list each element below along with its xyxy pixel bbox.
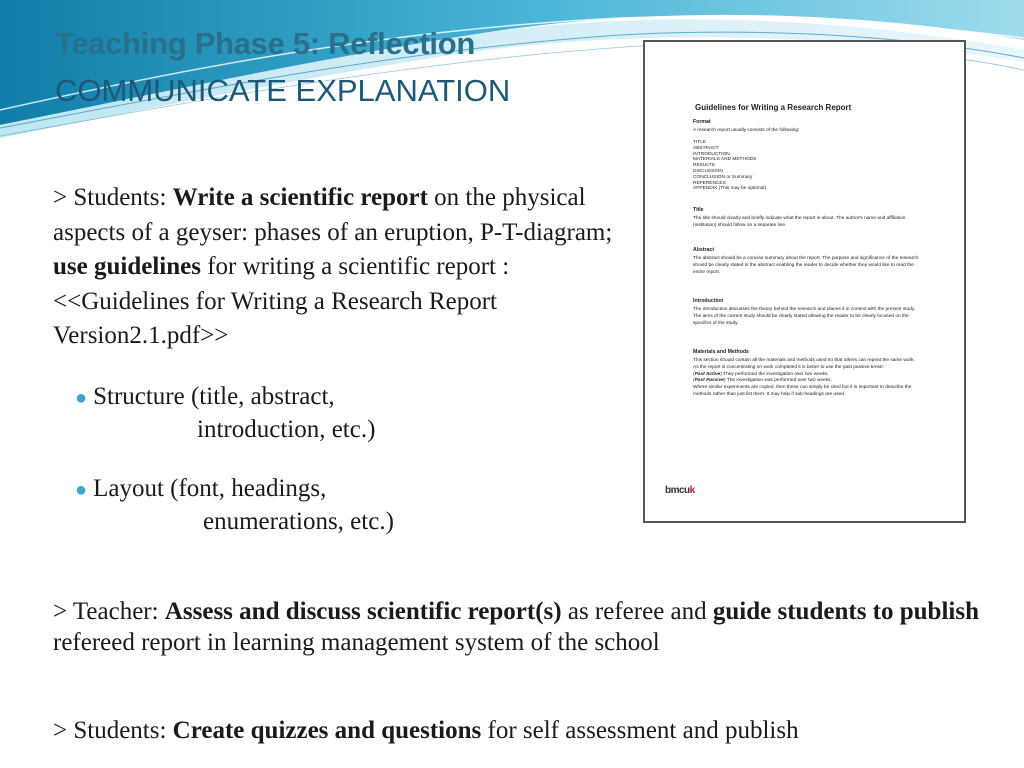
teacher-paragraph <box>53 596 983 658</box>
doc-list-item: REFERENCES <box>693 180 726 186</box>
para3-bold1: Create quizzes and questions <box>172 717 482 744</box>
bullet-dot-icon: ● <box>75 387 88 409</box>
doc-methods-para2: Where similar experiments are copied, then these can simply be cited but it is important to describe the methods rather than just list them. It may help if sub-headings are used. <box>693 385 912 397</box>
guidelines-document-thumbnail <box>643 40 966 523</box>
doc-abstract-text: The abstract should be a concise summary about the report. The purpose and significance of the research should be clearly stated in the abstract enabling the reader to decide whether they would like to read the entire report. <box>693 256 919 275</box>
para1-bold1: Write a scientific report <box>172 184 428 211</box>
bullet-dot-icon: ● <box>75 479 88 501</box>
doc-title-text: The title should clearly and briefly indicate what the report is about. The author's name and affiliation (institution) should follow on a separate line. <box>693 216 906 228</box>
doc-title-heading: Title <box>693 207 704 213</box>
doc-format-heading: Format <box>693 119 711 125</box>
doc-list-item: TITLE <box>693 140 707 145</box>
students-report-paragraph <box>53 181 633 354</box>
doc-list-item: MATERIALS AND METHODS <box>693 157 757 163</box>
doc-list-item: DISCUSSION <box>693 168 723 174</box>
bullet-structure <box>75 381 375 446</box>
bullet-structure-line1: Structure (title, abstract, <box>93 383 335 410</box>
doc-methods-heading: Materials and Methods <box>693 349 749 355</box>
doc-abstract-heading: Abstract <box>693 247 715 253</box>
para2-mid: as referee and <box>561 598 713 625</box>
bullet-layout-line2: enumerations, etc.) <box>203 508 394 535</box>
doc-list-item: ABSTRACT <box>693 145 719 151</box>
doc-list-item: INTRODUCTION <box>693 151 730 157</box>
doc-format-intro: A research report usually consists of the following: <box>693 128 800 133</box>
para2-bold1: Assess and discuss scientific report(s) <box>164 598 562 625</box>
doc-list-item: CONCLUSION or Summary <box>693 174 753 180</box>
para1-tail: for writing a scientific report :<<Guidelines for Writing a Research Report Version2.1.pdf>> <box>53 253 510 349</box>
para3-tail: for self assessment and publish <box>481 717 799 744</box>
doc-format-list <box>693 140 766 192</box>
doc-methods-text <box>693 358 921 399</box>
doc-title: Guidelines for Writing a Research Report <box>695 103 852 112</box>
para1-prefix: > Students: <box>53 184 173 211</box>
doc-intro-heading: Introduction <box>693 298 724 304</box>
para1-bold2: use guidelines <box>53 253 201 280</box>
doc-list-item: APPENDIX (This may be optional) <box>693 186 767 192</box>
students-quiz-paragraph <box>53 715 983 746</box>
para1-mid: on the physical aspects of a geyser: phases of an eruption, P-T-diagram; <box>53 184 613 246</box>
para2-prefix: > Teacher: <box>53 598 165 625</box>
doc-list-item: RESULTS <box>693 163 715 169</box>
doc-intro-text: The introduction discusses the theory behind the research and places it in context with the present study. The aims of the current study should be clearly stated allowing the reader to be clearly focused on the specifics of the study. <box>693 307 916 326</box>
doc-past-passive: (Past Passive) The investigation was performed over two weeks. <box>693 378 832 384</box>
para2-bold2: guide students to publish <box>712 598 979 625</box>
slide-subtitle: COMMUNICATE EXPLANATION <box>55 73 511 108</box>
bmcuk-logo: bmcuk <box>665 485 695 496</box>
doc-methods-para: This section should contain all the materials and methods used so that others can repeat the same work. As the report is concentrating on work completed it is better to use the past passive tense: <box>693 358 915 370</box>
para2-tail: refereed report in learning management system of the school <box>53 629 660 656</box>
doc-past-active: (Past Active) They performed the investigation over two weeks. <box>693 371 829 377</box>
slide-title: Teaching Phase 5: Reflection <box>55 26 475 61</box>
bullet-structure-line2: introduction, etc.) <box>197 416 376 443</box>
para3-prefix: > Students: <box>53 717 173 744</box>
bullet-layout <box>75 473 394 538</box>
bullet-layout-line1: Layout (font, headings, <box>93 475 327 502</box>
